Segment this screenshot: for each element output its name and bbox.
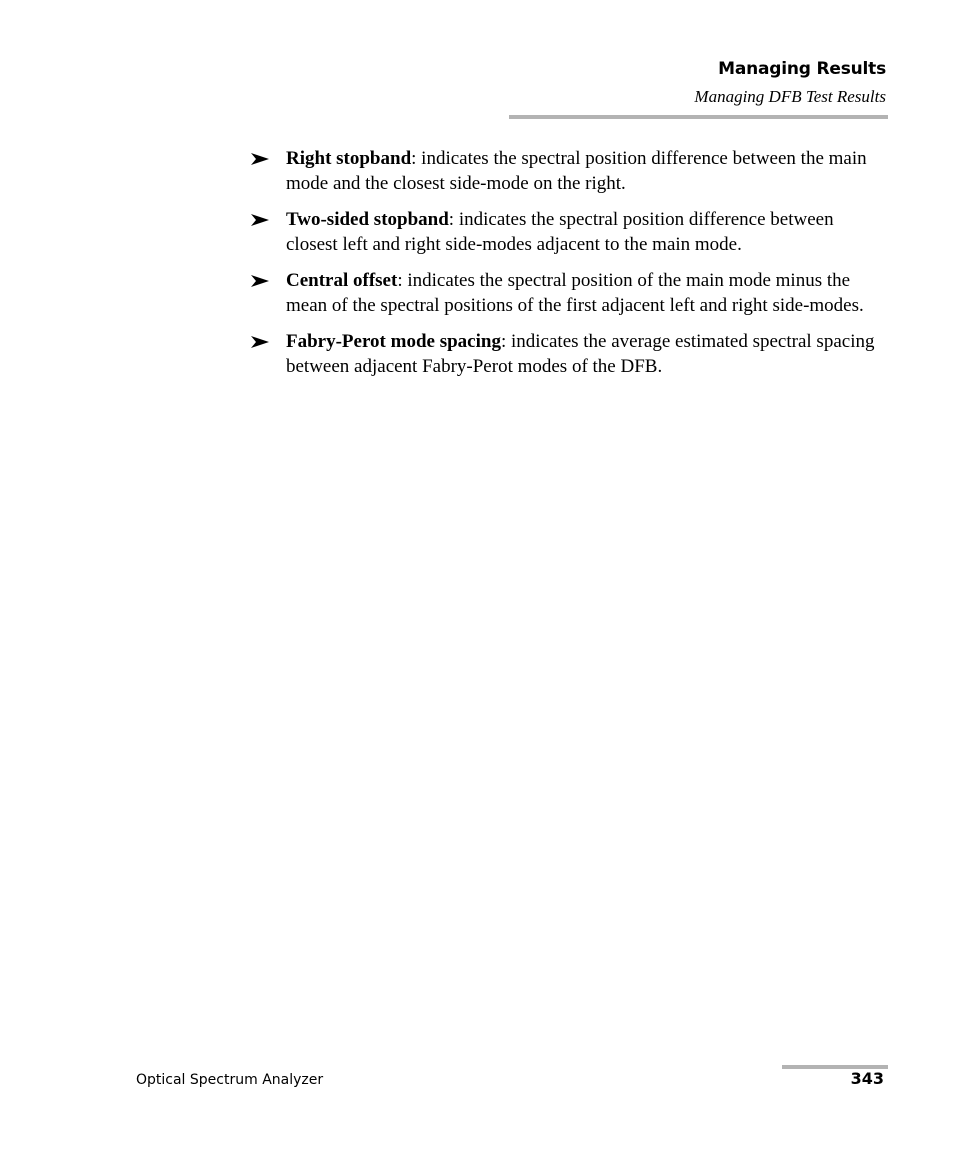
term-description: : indicates the spectral position of the main mode minus the mean of the spectral positions of the first adjacent left and right side-modes. xyxy=(286,270,864,316)
chapter-title: Managing Results xyxy=(718,59,886,79)
list-item xyxy=(250,268,890,318)
page-number: 343 xyxy=(850,1069,884,1088)
term-label: Two-sided stopband xyxy=(286,209,449,230)
term-label: Central offset xyxy=(286,270,398,291)
list-item xyxy=(250,146,890,196)
arrow-bullet-icon xyxy=(250,152,270,166)
section-title: Managing DFB Test Results xyxy=(694,87,886,106)
running-header xyxy=(694,57,886,109)
term-label: Right stopband xyxy=(286,148,412,169)
definition-list xyxy=(250,146,890,390)
arrow-bullet-icon xyxy=(250,213,270,227)
list-item xyxy=(250,329,890,379)
header-rule xyxy=(509,115,888,119)
arrow-bullet-icon xyxy=(250,274,270,288)
arrow-bullet-icon xyxy=(250,335,270,349)
list-item xyxy=(250,207,890,257)
footer-product-name: Optical Spectrum Analyzer xyxy=(136,1072,324,1088)
term-description: : indicates the average estimated spectral spacing between adjacent Fabry-Perot modes of the DFB. xyxy=(286,331,875,377)
term-description: : indicates the spectral position difference between the main mode and the closest side-mode on the right. xyxy=(286,148,867,194)
term-description: : indicates the spectral position difference between closest left and right side-modes adjacent to the main mode. xyxy=(286,209,834,255)
term-label: Fabry-Perot mode spacing xyxy=(286,331,501,352)
